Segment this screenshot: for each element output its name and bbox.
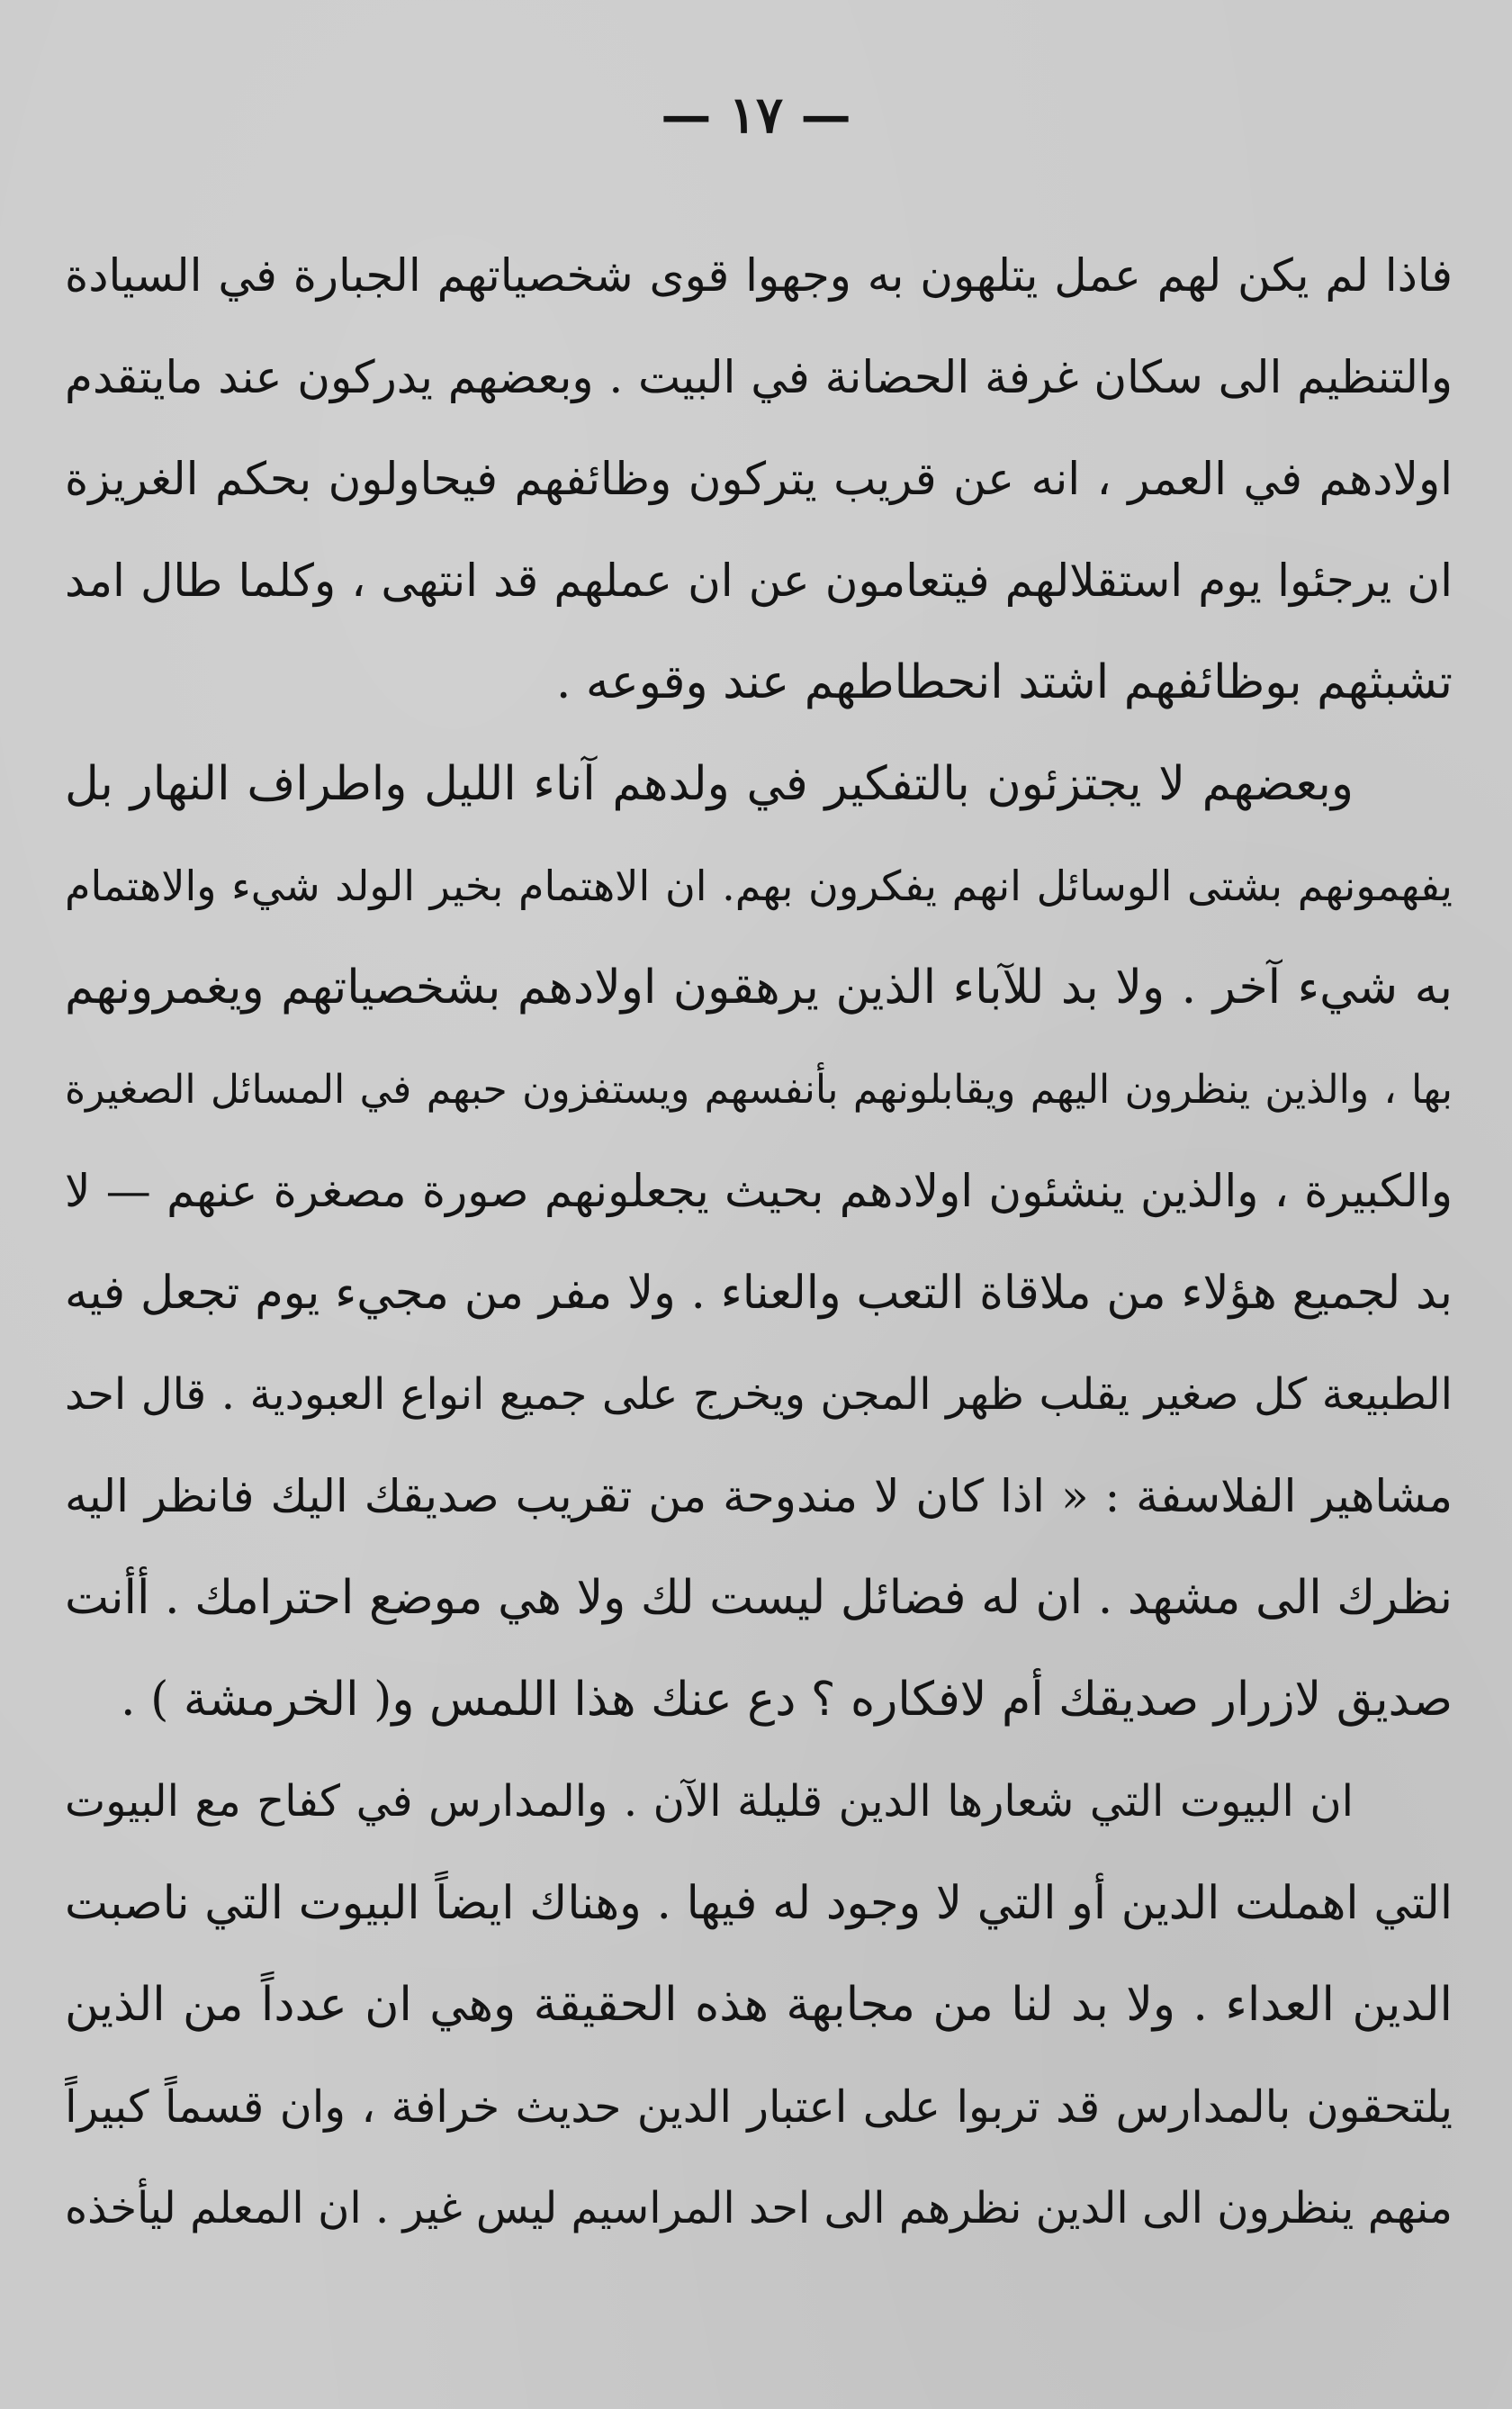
text-line: صديق لازرار صديقك أم لافكاره ؟ دع عنك هذا اللمس و( الخرمشة ) .: [121, 1673, 1453, 1727]
text-line: التي اهملت الدين أو التي لا وجود له فيها . وهناك ايضاً البيوت التي ناصبت: [65, 1877, 1453, 1930]
text-line: منهم ينظرون الى الدين نظرهم الى احد المراسيم ليس غير . ان المعلم ليأخذه: [65, 2183, 1453, 2233]
text-line: نظرك الى مشهد . ان له فضائل ليست لك ولا هي موضع احترامك . أأنت: [65, 1571, 1453, 1625]
text-line: بد لجميع هؤلاء من ملاقاة التعب والعناء . ولا مفر من مجيء يوم تجعل فيه: [65, 1267, 1453, 1320]
body-text: [65, 225, 1453, 2260]
text-line: الدين العداء . ولا بد لنا من مجابهة هذه الحقيقة وهي ان عدداً من الذين: [65, 1978, 1453, 2032]
text-line: الطبيعة كل صغير يقلب ظهر المجن ويخرج على جميع انواع العبودية . قال احد: [65, 1369, 1453, 1420]
text-line: بها ، والذين ينظرون اليهم ويقابلونهم بأنفسهم ويستفزون حبهم في المسائل الصغيرة: [65, 1067, 1453, 1113]
text-line: والكبيرة ، والذين ينشئون اولادهم بحيث يجعلونهم صورة مصغرة عنهم — لا: [65, 1165, 1453, 1217]
text-line: يفهمونهم بشتى الوسائل انهم يفكرون بهم. ان الاهتمام بخير الولد شيء والاهتمام: [65, 862, 1453, 910]
text-line: تشبثهم بوظائفهم اشتد انحطاطهم عند وقوعه .: [555, 655, 1453, 709]
text-line: وبعضهم لا يجتزئون بالتفكير في ولدهم آناء الليل واطراف النهار بل: [65, 757, 1354, 811]
text-line: والتنظيم الى سكان غرفة الحضانة في البيت . وبعضهم يدركون عند مايتقدم: [65, 351, 1453, 403]
text-line: اولادهم في العمر ، انه عن قريب يتركون وظائفهم فيحاولون بحكم الغريزة: [65, 453, 1453, 505]
text-line: مشاهير الفلاسفة : « اذا كان لا مندوحة من تقريب صديقك اليك فانظر اليه: [65, 1470, 1453, 1522]
text-line: فاذا لم يكن لهم عمل يتلهون به وجهوا قوى شخصياتهم الجبارة في السيادة: [65, 249, 1453, 302]
page-number: — ١٧ —: [661, 86, 851, 145]
text-line: ان البيوت التي شعارها الدين قليلة الآن . والمدارس في كفاح مع البيوت: [65, 1776, 1354, 1827]
text-line: يلتحقون بالمدارس قد تربوا على اعتبار الدين حديث خرافة ، وان قسماً كبيراً: [65, 2081, 1453, 2133]
text-line: ان يرجئوا يوم استقلالهم فيتعامون عن ان عملهم قد انتهى ، وكلما طال امد: [65, 555, 1453, 607]
text-line: به شيء آخر . ولا بد للآباء الذين يرهقون اولادهم بشخصياتهم ويغمرونهم: [65, 961, 1453, 1015]
